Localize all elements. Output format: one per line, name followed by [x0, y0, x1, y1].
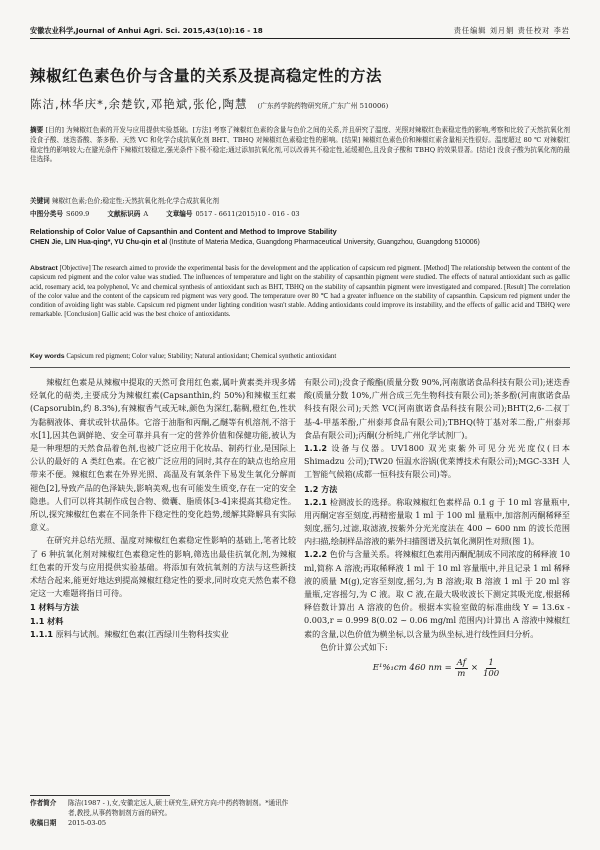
- english-abstract-text: [Objective] The research aimed to provide the experimental basis for the development and the application of capsicum red pigment. [Method] The relationship between the content of the capsicum red pigment and the color value was studied. The influences of temperature and light on the stability of capsanthin pigment were studied. The effects of natural antioxidant such as gallic acid, rosemary acid, tea polyphenol, Vc and chemical synthesis of antioxidant such as BHT, TBHQ on the stability of capsanthin pigment were investigated and compared. [Result] The correlation of the color value and the content of the capsicum red pigment was very good. The temperature over 80 ℃ had a greater influence on the stability of capsanthin. Capsicum red pigment under the condition of avoiding light was stable. Capsicum red pigment under lighting condition wasn't stable. Adding antioxidants could improve its instability, and the effects of gallic acid and TBHQ were remarkable. [Conclusion] Gallic acid was the best choice of antioxidants.: [30, 265, 570, 319]
- subsubsection: 1.1.1 原料与试剂。辣椒红色素(江西绿川生物科技实业: [30, 629, 229, 640]
- journal-citation: 安徽农业科学,Journal of Anhui Agri. Sci. 2015,43(10):16 - 18: [30, 26, 263, 35]
- english-authors: [30, 238, 570, 248]
- author-line: [30, 96, 570, 112]
- clc-field: 中图分类号 S609.9: [30, 210, 90, 218]
- subsubsection: 1.1.2 设备与仪器。UV1800 双光束紫外可见分光光度仪(日本 Shimadzu 公司);TW20 恒温水浴锅(优莱博技术有限公司);MGC-33H 人工智能气候箱(成都一恒科技有限公司)等。: [304, 443, 570, 480]
- english-keywords-label: Key words: [30, 353, 65, 360]
- body-paragraph: 在研究并总结光照、温度对辣椒红色素稳定性影响的基础上,笔者比较了 6 种抗氧化剂对辣椒红色素稳定性的影响,筛选出最佳抗氧化剂,为辣椒红色素的开发与应用提供实验基础。将添加有效抗氧剂的方法与这些新技术结合起来,能更好地达到提高辣椒红稳定性的要求,同时攻克天然色素不稳定这一大难题将指日可待。: [30, 535, 296, 599]
- author-names: 陈洁,林华庆*,余楚钦,邓艳斌,张伦,陶慧: [30, 97, 248, 111]
- english-abstract: [30, 264, 570, 320]
- subsection-heading: 1.2 方法: [304, 483, 338, 494]
- body-paragraph: 有限公司);没食子酸酯(质量分数 90%,河南旗诺食品科技有限公司);迷迭香酸(质量分数 10%,广州合成三先生物科技有限公司);茶多酚(河南旗诺食品科技有限公司);天然 VC(河南旗诺食品科技有限公司);BHT(2,6-二叔丁基-4-甲基苯酚,广州泰邦食品有限公司);TBHQ(特丁基对苯二酚,广州泰邦食品有限公司);丙酮(分析纯,广州化学试剂厂)。: [304, 377, 570, 440]
- header-divider: [30, 38, 570, 39]
- section-heading: 1 材料与方法: [30, 602, 79, 613]
- author-bio: 作者简介 陈洁(1987 - ),女,安徽定远人,硕士研究生,研究方向:中药药物制剂。*通讯作者,教授,从事药物制剂方面的研究。: [30, 799, 289, 817]
- body-column-right: [304, 376, 570, 679]
- color-value-formula: [304, 658, 570, 679]
- received-date: 收稿日期 2015-03-05: [30, 819, 107, 827]
- article-title: 辣椒红色素色价与含量的关系及提高稳定性的方法: [30, 67, 383, 85]
- formula-lhs: E¹%₁cm 460 nm =: [372, 662, 452, 673]
- running-header: [30, 20, 570, 36]
- english-author-names: CHEN Jie, LIN Hua-qing*, YU Chu-qin et al: [30, 239, 168, 246]
- chinese-keywords: [30, 195, 570, 205]
- author-affiliation: (广东药学院药物研究所,广东广州 510006): [257, 102, 389, 110]
- footnote-divider: [30, 795, 170, 796]
- keywords-label: 关键词: [30, 197, 50, 205]
- english-keywords-text: Capsicum red pigment; Color value; Stability; Natural antioxidant; Chemical synthetic antioxidant: [66, 353, 337, 360]
- english-affiliation: (Institute of Materia Medica, Guangdong Pharmaceutical University, Guangzhou, Guangdong 510006): [169, 239, 480, 246]
- abstract-label: 摘要: [30, 126, 44, 134]
- formula-fraction: $\frac{Af}{m}$: [456, 658, 466, 680]
- formula-fraction-2: $\frac{1}{100}$: [482, 658, 500, 680]
- editor-credits: 责任编辑 刘月娟 责任校对 李岩: [453, 26, 570, 35]
- body-paragraph: 辣椒红色素是从辣椒中提取的天然可食用红色素,属叶黄素类并现多烯烃氧化的萜类,主要成分为辣椒红素(Capsanthin,约 50%)和辣椒玉红素(Capsorubin,约 8.3%),有辣椒香气或无味,颜色为深红,黏稠,橙红色,性状为黏稠液体、膏状或针状晶体。它溶于油脂和丙酮,乙醚等有机溶剂,不溶于水[1],因其色调鲜艳、安全可靠并具有一定的营养价值和保健功能,被认为是一种理想的天然食品着色剂,也被广泛应用于化妆品、制药行业,是国际上公认的最好的 A 类红色素。在它被广泛应用的同时,其存在的缺点也给应用带来不便。辣椒红色素在外界光照、高温及有氧条件下易发生氧化分解而褪色[2],导致产品的色泽缺失,影响美观,也有可能发生质变,存在一定的安全隐患。人们可以将其制作成包合物、微囊、脂质体[3-4]来提高其稳定性。所以,探究辣椒红色素在不同条件下稳定性的变化趋势,缓解其降解具有实际意义。: [30, 377, 296, 533]
- subsubsection: 1.2.2 色价与含量关系。将辣椒红色素用丙酮配制成不同浓度的稀释液 10 ml,简称 A 溶液;再取稀释液 1 ml 于 10 ml 容量瓶中,并且记录 1 ml 稀释液的质量 M(g),定容至刻度,摇匀,为 B 溶液;取 B 溶液 1 ml 于 20 ml 容量瓶,定容摇匀,为 C 液。取 C 液,在最大吸收波长下测定其吸光度,根据稀释倍数计算出 A 溶液的色价。根据本实验室做的标准曲线 Y = 13.6x - 0.003,r = 0.999 8(0.02 ~ 0.06 mg/ml 范围内)计算出 A 溶液中辣椒红素的含量,以色价值为横坐标,以含量为纵坐标,进行线性回归分析。: [304, 549, 571, 639]
- english-title: Relationship of Color Value of Capsanthin and Content and Method to Improve Stability: [30, 227, 337, 236]
- abstract-text: [目的] 为辣椒红色素的开发与应用提供实验基础。[方法] 考察了辣椒红色素的含量与色价之间的关系,并且研究了温度、光照对辣椒红色素稳定性的影响,考察和比较了天然抗氧化剂没食子酸、迷迭香酸、茶多酚、天然 VC 和化学合成抗氧化剂 BHT、TBHQ 对辣椒红色素稳定性的影响。[结果] 辣椒红色素色价和辣椒红素含量相关性很好。温度超过 80 ℃ 对辣椒红稳定性的影响较大;在避光条件下辣椒红较稳定,强光条件下极不稳定;通过添加抗氧化剂,可以改善其不稳定性,延缓褪色,且没食子酸和 TBHQ 的效果显著。[结论] 没食子酸为抗氧化剂的最佳选择。: [30, 126, 570, 164]
- abstract-divider: [30, 367, 570, 368]
- doc-code-field: 文献标识码 A: [107, 210, 149, 218]
- body-column-left: [30, 376, 296, 642]
- classification-line: [30, 208, 570, 218]
- subsubsection: 1.2.1 检测波长的选择。称取辣椒红色素样品 0.1 g 于 10 ml 容量瓶中,用丙酮定容至刻度,再精密量取 1 ml 于 100 ml 量瓶中,加溶剂丙酮稀释至刻度,摇匀,过滤,取滤液,按紫外分光光度法在 400 ~ 600 nm 的波长范围内扫描,绘制样品溶液的紫外扫描图谱及抗氧化测阴性对照(图 1)。: [304, 496, 570, 547]
- subsection-heading: 1.1 材料: [30, 616, 64, 627]
- chinese-abstract: [30, 126, 570, 165]
- keywords-text: 辣椒红色素;色价;稳定性;天然抗氧化剂;化学合成抗氧化剂: [51, 197, 220, 205]
- english-abstract-label: Abstract: [30, 265, 58, 272]
- formula-multiply: ×: [470, 662, 478, 673]
- article-number-field: 文章编号 0517 - 6611(2015)10 - 016 - 03: [166, 210, 300, 218]
- english-keywords: [30, 353, 570, 360]
- formula-intro: 色价计算公式如下:: [320, 641, 388, 652]
- footnote: [30, 798, 296, 828]
